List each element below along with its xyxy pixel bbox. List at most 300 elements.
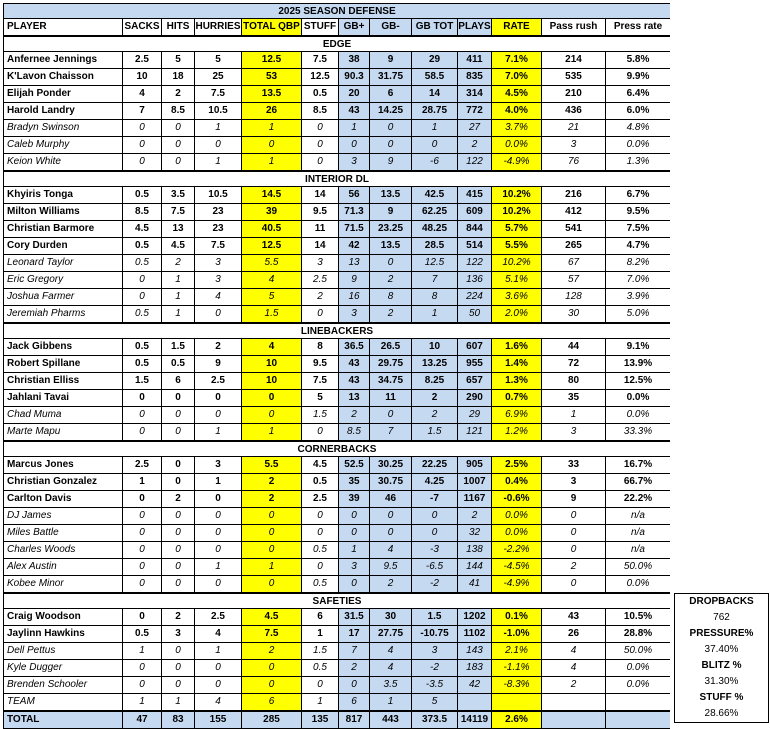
- cell-press-rate: 6.0%: [605, 103, 670, 119]
- cell-pass-rush: 26: [541, 626, 605, 642]
- cell-player: Bradyn Swinson: [7, 122, 80, 133]
- table-row: [4, 407, 670, 424]
- cell-rate: -1.1%: [491, 660, 541, 676]
- cell-stuff: 1: [301, 694, 338, 710]
- cell-gb-plus: 3: [338, 559, 369, 575]
- header-total-qbp: TOTAL QBP: [241, 19, 301, 35]
- cell-pass-rush: [541, 694, 605, 710]
- cell-total-qbp: 2: [241, 643, 301, 659]
- cell-gb-tot: -2: [411, 660, 457, 676]
- cell-pass-rush: 43: [541, 609, 605, 625]
- cell-plays: 224: [457, 289, 491, 305]
- cell-hurries: 7.5: [194, 86, 241, 102]
- cell-rate: 5.7%: [491, 221, 541, 237]
- cell-pass-rush: 76: [541, 154, 605, 170]
- cell-rate: 7.1%: [491, 52, 541, 68]
- cell-gb-tot: 0: [411, 508, 457, 524]
- cell-hurries: 1: [194, 474, 241, 490]
- cell-gb-plus: 13: [338, 255, 369, 271]
- cell-hits: 1: [161, 694, 194, 710]
- table-row: [4, 52, 670, 69]
- cell-player: Christian Elliss: [7, 375, 80, 386]
- cell-hits: 0: [161, 559, 194, 575]
- total-player: TOTAL: [7, 714, 40, 725]
- cell-total-qbp: 4.5: [241, 609, 301, 625]
- cell-hits: 0: [161, 120, 194, 136]
- cell-gb-tot: 13.25: [411, 356, 457, 372]
- cell-pass-rush: 3: [541, 424, 605, 440]
- cell-sacks: 1: [122, 643, 161, 659]
- cell-plays: 1202: [457, 609, 491, 625]
- cell-gb-plus: 71.5: [338, 221, 369, 237]
- cell-player: Brenden Schooler: [7, 679, 88, 690]
- cell-press-rate: 28.8%: [605, 626, 670, 642]
- cell-gb-tot: 48.25: [411, 221, 457, 237]
- cell-plays: 955: [457, 356, 491, 372]
- cell-total-qbp: 0: [241, 525, 301, 541]
- cell-gb-minus: 34.75: [369, 373, 411, 389]
- cell-plays: 50: [457, 306, 491, 322]
- cell-gb-tot: -3.5: [411, 677, 457, 693]
- cell-total-qbp: 39: [241, 204, 301, 220]
- cell-gb-minus: 9: [369, 154, 411, 170]
- table-row: [4, 289, 670, 306]
- cell-hurries: 1: [194, 120, 241, 136]
- cell-gb-plus: 1: [338, 120, 369, 136]
- cell-total-qbp: 10: [241, 373, 301, 389]
- cell-total-qbp: 12.5: [241, 238, 301, 254]
- cell-rate: 7.0%: [491, 69, 541, 85]
- cell-rate: -4.9%: [491, 576, 541, 592]
- cell-total-qbp: 5: [241, 289, 301, 305]
- cell-hits: 0: [161, 576, 194, 592]
- table-row: [4, 69, 670, 86]
- cell-gb-plus: 71.3: [338, 204, 369, 220]
- cell-gb-minus: 9.5: [369, 559, 411, 575]
- cell-stuff: 8: [301, 339, 338, 355]
- cell-gb-plus: 90.3: [338, 69, 369, 85]
- cell-plays: 844: [457, 221, 491, 237]
- cell-player: DJ James: [7, 510, 52, 521]
- cell-gb-tot: 28.75: [411, 103, 457, 119]
- section-edge-label: EDGE: [4, 36, 670, 52]
- cell-stuff: 2.5: [301, 491, 338, 507]
- table-row: [4, 187, 670, 204]
- cell-gb-plus: 42: [338, 238, 369, 254]
- cell-press-rate: 6.7%: [605, 187, 670, 203]
- cell-hurries: 1: [194, 424, 241, 440]
- cell-plays: 41: [457, 576, 491, 592]
- cell-gb-tot: -7: [411, 491, 457, 507]
- cell-stuff: 0: [301, 120, 338, 136]
- cell-stuff: 0: [301, 306, 338, 322]
- section-interior-dl: [4, 171, 670, 187]
- cell-pass-rush: 3: [541, 137, 605, 153]
- cell-sacks: 0: [122, 677, 161, 693]
- cell-player: Milton Williams: [7, 206, 80, 217]
- cell-hits: 2: [161, 86, 194, 102]
- cell-gb-plus: 56: [338, 187, 369, 203]
- cell-sacks: 0.5: [122, 356, 161, 372]
- cell-press-rate: 4.7%: [605, 238, 670, 254]
- cell-gb-tot: 1.5: [411, 609, 457, 625]
- cell-gb-minus: 0: [369, 120, 411, 136]
- cell-hits: 0: [161, 474, 194, 490]
- cell-pass-rush: 535: [541, 69, 605, 85]
- cell-hits: 1: [161, 272, 194, 288]
- cell-stuff: 4.5: [301, 457, 338, 473]
- cell-gb-plus: 0: [338, 137, 369, 153]
- cell-press-rate: n/a: [605, 508, 670, 524]
- cell-gb-tot: 14: [411, 86, 457, 102]
- table-row: [4, 457, 670, 474]
- cell-hits: 0: [161, 390, 194, 406]
- cell-gb-minus: 0: [369, 508, 411, 524]
- cell-rate: -4.5%: [491, 559, 541, 575]
- cell-plays: 415: [457, 187, 491, 203]
- cell-gb-plus: 7: [338, 643, 369, 659]
- cell-total-qbp: 1.5: [241, 306, 301, 322]
- cell-gb-tot: 0: [411, 525, 457, 541]
- cell-hurries: 9: [194, 356, 241, 372]
- cell-hurries: 2: [194, 339, 241, 355]
- cell-gb-tot: 22.25: [411, 457, 457, 473]
- cell-rate: 4.0%: [491, 103, 541, 119]
- cell-total-qbp: 0: [241, 407, 301, 423]
- cell-press-rate: 22.2%: [605, 491, 670, 507]
- cell-sacks: 1.5: [122, 373, 161, 389]
- cell-rate: -1.0%: [491, 626, 541, 642]
- total-gb-minus: 443: [369, 712, 411, 728]
- cell-gb-minus: 2: [369, 576, 411, 592]
- total-hurries: 155: [194, 712, 241, 728]
- cell-sacks: 0.5: [122, 626, 161, 642]
- cell-press-rate: 1.3%: [605, 154, 670, 170]
- table-row: [4, 559, 670, 576]
- cell-total-qbp: 2: [241, 491, 301, 507]
- cell-pass-rush: 0: [541, 508, 605, 524]
- cell-stuff: 0.5: [301, 576, 338, 592]
- cell-player: Christian Barmore: [7, 223, 95, 234]
- table-row: [4, 474, 670, 491]
- cell-hurries: 3: [194, 457, 241, 473]
- cell-gb-plus: 35: [338, 474, 369, 490]
- cell-plays: 657: [457, 373, 491, 389]
- cell-gb-tot: 42.5: [411, 187, 457, 203]
- cell-hits: 2: [161, 255, 194, 271]
- cell-player: Jahlani Tavai: [7, 392, 70, 403]
- cell-gb-tot: -3: [411, 542, 457, 558]
- cell-hurries: 1: [194, 643, 241, 659]
- cell-gb-minus: 7: [369, 424, 411, 440]
- cell-press-rate: 7.0%: [605, 272, 670, 288]
- cell-gb-plus: 2: [338, 407, 369, 423]
- cell-hurries: 4: [194, 626, 241, 642]
- cell-hits: 0: [161, 137, 194, 153]
- cell-gb-plus: 3: [338, 306, 369, 322]
- cell-gb-tot: -6.5: [411, 559, 457, 575]
- cell-gb-minus: 31.75: [369, 69, 411, 85]
- cell-gb-minus: 13.5: [369, 187, 411, 203]
- cell-gb-tot: 58.5: [411, 69, 457, 85]
- cell-gb-minus: 27.75: [369, 626, 411, 642]
- cell-plays: 138: [457, 542, 491, 558]
- cell-player: Jack Gibbens: [7, 341, 73, 352]
- cell-total-qbp: 0: [241, 542, 301, 558]
- cell-pass-rush: 9: [541, 491, 605, 507]
- cell-press-rate: 5.8%: [605, 52, 670, 68]
- cell-total-qbp: 13.5: [241, 86, 301, 102]
- cell-player: Christian Gonzalez: [7, 476, 98, 487]
- header-rate: RATE: [491, 19, 541, 35]
- cell-gb-plus: 13: [338, 390, 369, 406]
- cell-gb-tot: 12.5: [411, 255, 457, 271]
- cell-gb-tot: 3: [411, 643, 457, 659]
- cell-sacks: 1: [122, 694, 161, 710]
- cell-player: Elijah Ponder: [7, 88, 71, 99]
- cell-plays: 514: [457, 238, 491, 254]
- cell-total-qbp: 0: [241, 677, 301, 693]
- cell-player: Joshua Farmer: [7, 291, 75, 302]
- cell-gb-tot: 7: [411, 272, 457, 288]
- summary-value: 31.30%: [704, 676, 739, 687]
- cell-press-rate: 0.0%: [605, 677, 670, 693]
- cell-sacks: 0: [122, 525, 161, 541]
- cell-hits: 0: [161, 424, 194, 440]
- cell-total-qbp: 7.5: [241, 626, 301, 642]
- cell-pass-rush: 1: [541, 407, 605, 423]
- cell-rate: 1.2%: [491, 424, 541, 440]
- cell-hits: 1.5: [161, 339, 194, 355]
- cell-hits: 0: [161, 154, 194, 170]
- table-row: [4, 154, 670, 171]
- header-hits: HITS: [161, 19, 194, 35]
- cell-hits: 2: [161, 491, 194, 507]
- cell-stuff: 5: [301, 390, 338, 406]
- cell-gb-minus: 11: [369, 390, 411, 406]
- cell-press-rate: 12.5%: [605, 373, 670, 389]
- cell-gb-plus: 52.5: [338, 457, 369, 473]
- cell-plays: 1167: [457, 491, 491, 507]
- cell-plays: 905: [457, 457, 491, 473]
- cell-pass-rush: 3: [541, 474, 605, 490]
- cell-gb-minus: 30.75: [369, 474, 411, 490]
- cell-pass-rush: 0: [541, 576, 605, 592]
- cell-stuff: 6: [301, 609, 338, 625]
- cell-press-rate: 8.2%: [605, 255, 670, 271]
- table-row: [4, 694, 670, 711]
- cell-gb-tot: 1: [411, 306, 457, 322]
- total-total-qbp: 285: [241, 712, 301, 728]
- cell-gb-minus: 29.75: [369, 356, 411, 372]
- cell-hurries: 5: [194, 52, 241, 68]
- cell-rate: 1.3%: [491, 373, 541, 389]
- cell-pass-rush: 210: [541, 86, 605, 102]
- cell-rate: [491, 694, 541, 710]
- cell-rate: -2.2%: [491, 542, 541, 558]
- cell-sacks: 1: [122, 474, 161, 490]
- table-title-label: 2025 SEASON DEFENSE: [4, 3, 670, 19]
- total-press-rate: [605, 712, 670, 728]
- cell-plays: 27: [457, 120, 491, 136]
- table-row: [4, 542, 670, 559]
- cell-press-rate: 0.0%: [605, 390, 670, 406]
- cell-gb-plus: 31.5: [338, 609, 369, 625]
- header-press-rate: Press rate: [605, 19, 670, 35]
- cell-player: Leonard Taylor: [7, 257, 74, 268]
- cell-hits: 0: [161, 542, 194, 558]
- cell-stuff: 14: [301, 238, 338, 254]
- cell-player: K'Lavon Chaisson: [7, 71, 94, 82]
- section-linebackers-label: LINEBACKERS: [4, 323, 670, 339]
- summary-value: 762: [713, 612, 730, 623]
- cell-gb-tot: 8.25: [411, 373, 457, 389]
- cell-gb-plus: 43: [338, 356, 369, 372]
- cell-rate: 3.7%: [491, 120, 541, 136]
- cell-total-qbp: 6: [241, 694, 301, 710]
- header-sacks: SACKS: [122, 19, 161, 35]
- cell-hurries: 0: [194, 407, 241, 423]
- table-row: [4, 677, 670, 694]
- cell-sacks: 2.5: [122, 457, 161, 473]
- cell-pass-rush: 0: [541, 525, 605, 541]
- header-row: [4, 19, 670, 36]
- cell-rate: 10.2%: [491, 204, 541, 220]
- cell-player: Jeremiah Pharms: [7, 308, 86, 319]
- cell-total-qbp: 26: [241, 103, 301, 119]
- cell-total-qbp: 4: [241, 339, 301, 355]
- table-row: [4, 120, 670, 137]
- cell-sacks: 0.5: [122, 187, 161, 203]
- cell-hits: 0.5: [161, 356, 194, 372]
- cell-total-qbp: 4: [241, 272, 301, 288]
- cell-player: Carlton Davis: [7, 493, 72, 504]
- cell-player: Caleb Murphy: [7, 139, 70, 150]
- cell-stuff: 3: [301, 255, 338, 271]
- summary-label: BLITZ %: [701, 660, 742, 671]
- defense-stats-sheet: [3, 3, 754, 729]
- cell-rate: -8.3%: [491, 677, 541, 693]
- cell-hurries: 10.5: [194, 187, 241, 203]
- cell-hurries: 3: [194, 272, 241, 288]
- total-sacks: 47: [122, 712, 161, 728]
- cell-pass-rush: 67: [541, 255, 605, 271]
- table-row: [4, 204, 670, 221]
- cell-press-rate: 10.5%: [605, 609, 670, 625]
- cell-hits: 13: [161, 221, 194, 237]
- cell-gb-minus: 30: [369, 609, 411, 625]
- cell-gb-minus: 0: [369, 255, 411, 271]
- cell-sacks: 0: [122, 508, 161, 524]
- cell-gb-plus: 16: [338, 289, 369, 305]
- summary-value: 37.40%: [704, 644, 739, 655]
- cell-pass-rush: 44: [541, 339, 605, 355]
- cell-gb-plus: 39: [338, 491, 369, 507]
- cell-hurries: 0: [194, 508, 241, 524]
- cell-rate: 0.0%: [491, 508, 541, 524]
- cell-stuff: 14: [301, 187, 338, 203]
- cell-hurries: 0: [194, 525, 241, 541]
- header-plays: PLAYS: [457, 19, 491, 35]
- cell-press-rate: 0.0%: [605, 137, 670, 153]
- cell-gb-tot: 62.25: [411, 204, 457, 220]
- cell-pass-rush: 541: [541, 221, 605, 237]
- cell-pass-rush: 216: [541, 187, 605, 203]
- cell-rate: 0.4%: [491, 474, 541, 490]
- cell-hits: 2: [161, 609, 194, 625]
- cell-hurries: 0: [194, 660, 241, 676]
- cell-player: Anfernee Jennings: [7, 54, 98, 65]
- cell-press-rate: 3.9%: [605, 289, 670, 305]
- cell-gb-plus: 6: [338, 694, 369, 710]
- cell-plays: 136: [457, 272, 491, 288]
- cell-gb-minus: 0: [369, 137, 411, 153]
- cell-hurries: 7.5: [194, 238, 241, 254]
- cell-stuff: 1: [301, 626, 338, 642]
- cell-total-qbp: 5.5: [241, 255, 301, 271]
- cell-hits: 1: [161, 306, 194, 322]
- cell-pass-rush: 30: [541, 306, 605, 322]
- cell-press-rate: 50.0%: [605, 643, 670, 659]
- cell-hurries: 10.5: [194, 103, 241, 119]
- cell-stuff: 0.5: [301, 474, 338, 490]
- cell-total-qbp: 0: [241, 576, 301, 592]
- header-gb-plus: GB+: [338, 19, 369, 35]
- cell-hurries: 23: [194, 221, 241, 237]
- cell-gb-minus: 9: [369, 204, 411, 220]
- cell-rate: 0.1%: [491, 609, 541, 625]
- header-pass-rush: Pass rush: [541, 19, 605, 35]
- cell-press-rate: 9.1%: [605, 339, 670, 355]
- cell-gb-plus: 43: [338, 373, 369, 389]
- cell-plays: 314: [457, 86, 491, 102]
- cell-pass-rush: 2: [541, 677, 605, 693]
- summary-label: DROPBACKS: [689, 596, 754, 607]
- cell-stuff: 0: [301, 559, 338, 575]
- cell-gb-tot: 1.5: [411, 424, 457, 440]
- cell-player: Craig Woodson: [7, 611, 81, 622]
- cell-total-qbp: 1: [241, 120, 301, 136]
- cell-gb-plus: 38: [338, 52, 369, 68]
- table-row: [4, 221, 670, 238]
- cell-pass-rush: 412: [541, 204, 605, 220]
- cell-stuff: 9.5: [301, 356, 338, 372]
- cell-plays: 1102: [457, 626, 491, 642]
- cell-pass-rush: 2: [541, 559, 605, 575]
- cell-sacks: 0: [122, 660, 161, 676]
- cell-gb-plus: 0: [338, 508, 369, 524]
- cell-rate: 0.0%: [491, 137, 541, 153]
- cell-gb-tot: 10: [411, 339, 457, 355]
- cell-gb-plus: 0: [338, 576, 369, 592]
- cell-sacks: 4.5: [122, 221, 161, 237]
- table-row: [4, 609, 670, 626]
- cell-gb-minus: 46: [369, 491, 411, 507]
- cell-press-rate: 13.9%: [605, 356, 670, 372]
- cell-pass-rush: 72: [541, 356, 605, 372]
- cell-sacks: 0: [122, 424, 161, 440]
- cell-gb-plus: 0: [338, 525, 369, 541]
- cell-hurries: 0: [194, 677, 241, 693]
- cell-hits: 0: [161, 508, 194, 524]
- table-row: [4, 306, 670, 323]
- cell-plays: 290: [457, 390, 491, 406]
- cell-hurries: 0: [194, 576, 241, 592]
- cell-total-qbp: 12.5: [241, 52, 301, 68]
- cell-rate: -0.6%: [491, 491, 541, 507]
- total-stuff: 135: [301, 712, 338, 728]
- total-row: [4, 711, 670, 729]
